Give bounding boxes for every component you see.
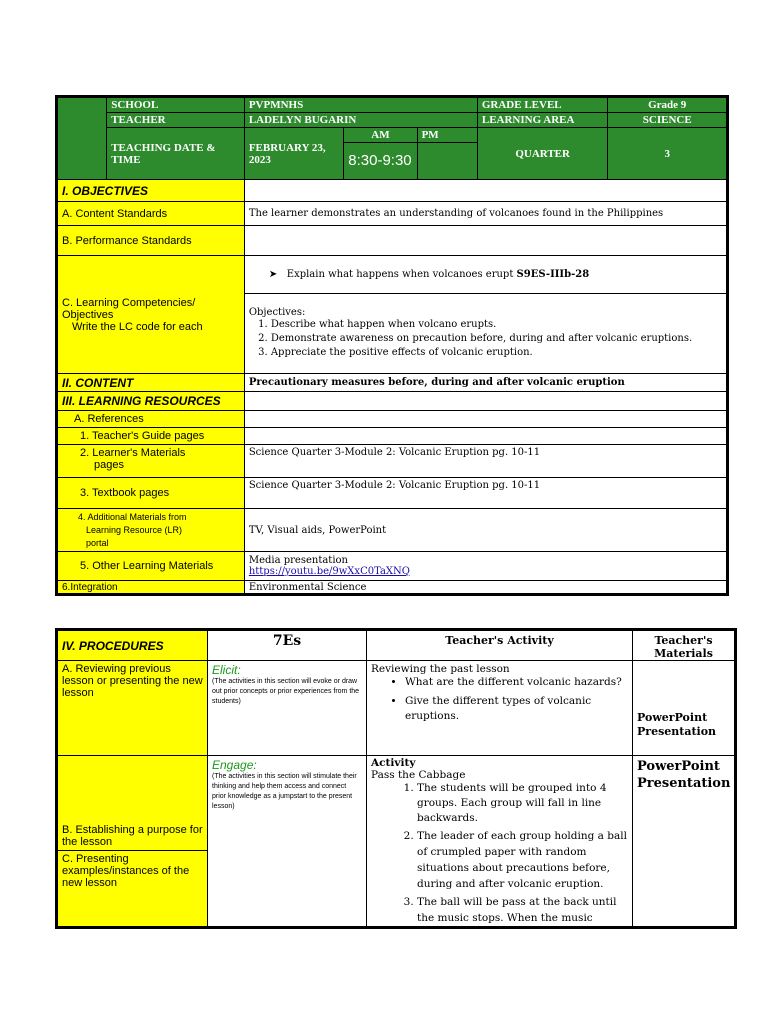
references-label: A. References — [57, 411, 245, 428]
school-label: SCHOOL — [107, 97, 245, 113]
reviewing-lesson-label: A. Reviewing previous lesson or presenting the new lesson — [57, 661, 208, 756]
procedures-heading: IV. PROCEDURES — [57, 630, 208, 661]
objective-item: 3. Appreciate the positive effects of volcanic eruption. — [271, 346, 722, 360]
additional-materials-label — [57, 509, 245, 552]
additional-materials-portal: portal — [86, 537, 109, 548]
activity-title: Activity — [371, 757, 416, 769]
activity-step: 1. The students will be grouped into 4 groups. Each group will fall in line backwards. — [417, 781, 628, 826]
textbook-value: Science Quarter 3-Module 2: Volcanic Eruption pg. 10-11 — [244, 478, 727, 509]
procedures-table — [55, 628, 737, 929]
learning-competencies-label — [57, 256, 245, 374]
engage-description: (The activities in this section will stimulate their thinking and help them access and connect prior knowledge as a jumpstart to the present lesson) — [212, 773, 357, 810]
elicit-cell — [208, 661, 367, 756]
performance-standards-value — [244, 226, 727, 256]
time-value: 8:30-9:30 — [344, 143, 417, 180]
reviewing-activity-cell — [367, 661, 633, 756]
quarter-value: 3 — [608, 128, 728, 180]
objectives-list-cell — [244, 294, 727, 374]
learning-area-label: LEARNING AREA — [477, 113, 608, 128]
learners-materials-title: 2. Learner's Materials — [80, 447, 186, 459]
teachers-guide-value — [244, 428, 727, 445]
additional-materials-title: 4. Additional Materials from — [78, 511, 187, 522]
teacher-value: LADELYN BUGARIN — [244, 113, 477, 128]
7es-column-header: 7Es — [208, 630, 367, 661]
performance-standards-label: B. Performance Standards — [57, 226, 245, 256]
teachers-activity-column-header: Teacher's Activity — [367, 630, 633, 661]
review-item: • What are the different volcanic hazards? — [405, 675, 628, 690]
additional-materials-value: TV, Visual aids, PowerPoint — [244, 509, 727, 552]
textbook-label: 3. Textbook pages — [57, 478, 245, 509]
integration-value: Environmental Science — [244, 581, 727, 595]
engage-title: Engage: — [212, 758, 257, 772]
learners-materials-subtitle: pages — [94, 459, 124, 471]
activity-step: 3. The ball will be pass at the back until the music stops. When the music — [417, 894, 628, 926]
other-materials-cell — [244, 552, 727, 581]
activity-steps-list — [371, 781, 628, 926]
reviewing-materials-cell: PowerPoint Presentation — [633, 661, 736, 756]
arrow-bullet-icon: ➤ — [268, 269, 278, 280]
school-value: PVPMNHS — [244, 97, 477, 113]
content-standards-value: The learner demonstrates an understanding of volcanoes found in the Philippines — [244, 202, 727, 226]
competency-item — [269, 269, 722, 280]
learning-resources-blank — [244, 392, 727, 411]
other-materials-value: Media presentation — [248, 555, 348, 566]
activity-step: 2. The leader of each group holding a ball of crumpled paper with random situations about precautions before, during and after volcanic eruption. — [417, 828, 628, 892]
objectives-title: Objectives: — [248, 307, 306, 318]
teacher-label: TEACHER — [107, 113, 245, 128]
activity-name: Pass the Cabbage — [371, 769, 466, 781]
teaching-date-value: FEBRUARY 23, 2023 — [244, 128, 343, 180]
competency-text: Explain what happens when volcanoes erupt — [286, 269, 514, 280]
learners-materials-value: Science Quarter 3-Module 2: Volcanic Eruption pg. 10-11 — [244, 445, 727, 478]
engage-cell — [208, 756, 367, 928]
objectives-heading-blank — [244, 180, 727, 202]
objective-item: 2. Demonstrate awareness on precaution before, during and after volcanic eruptions. — [271, 332, 722, 346]
elicit-title: Elicit: — [212, 663, 241, 677]
review-item: • Give the different types of volcanic eruptions. — [405, 694, 628, 724]
teachers-materials-column-header: Teacher's Materials — [633, 630, 736, 661]
review-list — [371, 675, 628, 724]
engage-materials-cell: PowerPoint Presentation — [633, 756, 736, 928]
learners-materials-label — [57, 445, 245, 478]
learning-competency-cell — [244, 256, 727, 294]
references-value — [244, 411, 727, 428]
pm-value — [417, 143, 477, 180]
grade-level-label: GRADE LEVEL — [477, 97, 608, 113]
content-standards-label: A. Content Standards — [57, 202, 245, 226]
elicit-description: (The activities in this section will evoke or draw out prior concepts or prior experiences from the students) — [212, 678, 360, 705]
other-materials-label: 5. Other Learning Materials — [57, 552, 245, 581]
learning-area-value: SCIENCE — [608, 113, 728, 128]
am-label: AM — [344, 128, 417, 143]
presenting-examples-label: C. Presenting examples/instances of the new lesson — [57, 851, 208, 928]
teachers-guide-label: 1. Teacher's Guide pages — [57, 428, 245, 445]
additional-materials-subtitle: Learning Resource (LR) — [86, 524, 183, 535]
learning-competencies-title: C. Learning Competencies/ Objectives — [62, 296, 196, 321]
integration-label: 6.Integration — [57, 581, 245, 595]
lesson-plan-header-table — [55, 95, 729, 596]
grade-level-value: Grade 9 — [608, 97, 728, 113]
quarter-label: QUARTER — [477, 128, 608, 180]
content-heading: II. CONTENT — [57, 374, 245, 392]
learning-competencies-subtitle: Write the LC code for each — [72, 320, 203, 333]
objective-item: 1. Describe what happen when volcano erupts. — [271, 318, 722, 332]
engage-activity-cell — [367, 756, 633, 928]
content-value: Precautionary measures before, during and after volcanic eruption — [244, 374, 727, 392]
objectives-heading: I. OBJECTIVES — [57, 180, 245, 202]
establishing-purpose-label: B. Establishing a purpose for the lesson — [57, 756, 208, 851]
teaching-date-label: TEACHING DATE & TIME — [107, 128, 245, 180]
header-green-block — [57, 97, 107, 180]
pm-label: PM — [417, 128, 477, 143]
competency-code: S9ES-IIIb-28 — [516, 269, 590, 280]
review-title: Reviewing the past lesson — [371, 663, 510, 675]
learning-resources-heading: III. LEARNING RESOURCES — [57, 392, 245, 411]
competency-list — [249, 269, 722, 280]
video-link[interactable]: https://youtu.be/9wXxC0TaXNQ — [248, 566, 410, 577]
objectives-list — [249, 318, 722, 360]
